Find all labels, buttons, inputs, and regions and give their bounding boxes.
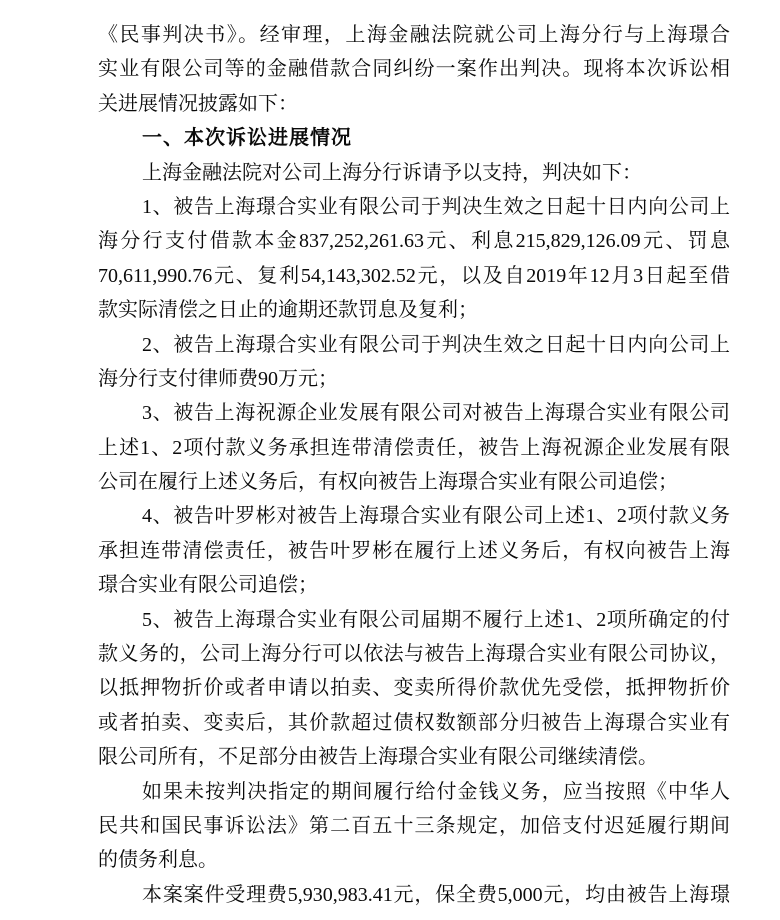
text-line: 限公司所有，不足部分由被告上海璟合实业有限公司继续清偿。: [98, 746, 658, 769]
judgment-item-5: [98, 603, 730, 775]
paragraph-intro: [98, 18, 730, 121]
text-line: 民共和国民事诉讼法》第二百五十三条规定，加倍支付迟延履行期间: [98, 814, 730, 837]
text-line: 的债务利息。: [98, 849, 218, 872]
section-heading-1: [98, 121, 730, 155]
text-line: 关进展情况披露如下：: [98, 92, 298, 115]
text-line: 上海金融法院对公司上海分行诉请予以支持，判决如下：: [142, 161, 642, 184]
text-line: 上述1、2项付款义务承担连带清偿责任，被告上海祝源企业发展有限: [98, 436, 730, 459]
judgment-item-3: [98, 396, 730, 499]
text-line: 或者拍卖、变卖后，其价款超过债权数额部分归被告上海璟合实业有: [98, 711, 730, 734]
text-line: 《民事判决书》。经审理，上海金融法院就公司上海分行与上海璟合: [98, 24, 730, 46]
text-line: 实业有限公司等的金融借款合同纠纷一案作出判决。现将本次诉讼相: [98, 58, 730, 81]
text-line: 海分行支付借款本金837,252,261.63元、利息215,829,126.09元、罚息: [98, 230, 730, 253]
paragraph-delay-interest: [98, 775, 730, 878]
judgment-item-1: [98, 190, 730, 328]
text-line: 承担连带清偿责任，被告叶罗彬在履行上述义务后，有权向被告上海: [98, 539, 730, 562]
text-line: 1、被告上海璟合实业有限公司于判决生效之日起十日内向公司上: [142, 195, 730, 218]
text-line: 3、被告上海祝源企业发展有限公司对被告上海璟合实业有限公司: [142, 402, 730, 425]
paragraph-case-fees: [98, 878, 730, 912]
text-line: 2、被告上海璟合实业有限公司于判决生效之日起十日内向公司上: [142, 333, 730, 356]
document-body: [98, 18, 730, 912]
text-line: 本案案件受理费5,930,983.41元，保全费5,000元，均由被告上海璟: [142, 883, 730, 906]
text-line: 以抵押物折价或者申请以拍卖、变卖所得价款优先受偿，抵押物折价: [98, 677, 730, 700]
judgment-item-2: [98, 328, 730, 397]
judgment-item-4: [98, 499, 730, 602]
text-line: 海分行支付律师费90万元；: [98, 367, 338, 390]
text-line: 款义务的，公司上海分行可以依法与被告上海璟合实业有限公司协议，: [98, 643, 730, 666]
text-line: 一、本次诉讼进展情况: [142, 127, 352, 150]
paragraph-court-support: [98, 156, 730, 190]
text-line: 公司在履行上述义务后，有权向被告上海璟合实业有限公司追偿；: [98, 471, 678, 494]
text-line: 款实际清偿之日止的逾期还款罚息及复利；: [98, 299, 478, 322]
text-line: 璟合实业有限公司追偿；: [98, 574, 318, 597]
text-line: 5、被告上海璟合实业有限公司届期不履行上述1、2项所确定的付: [142, 608, 730, 631]
text-line: 4、被告叶罗彬对被告上海璟合实业有限公司上述1、2项付款义务: [142, 505, 730, 528]
text-line: 70,611,990.76元、复利54,143,302.52元，以及自2019年12月3日起至借: [98, 264, 730, 287]
text-line: 如果未按判决指定的期间履行给付金钱义务，应当按照《中华人: [142, 780, 730, 803]
